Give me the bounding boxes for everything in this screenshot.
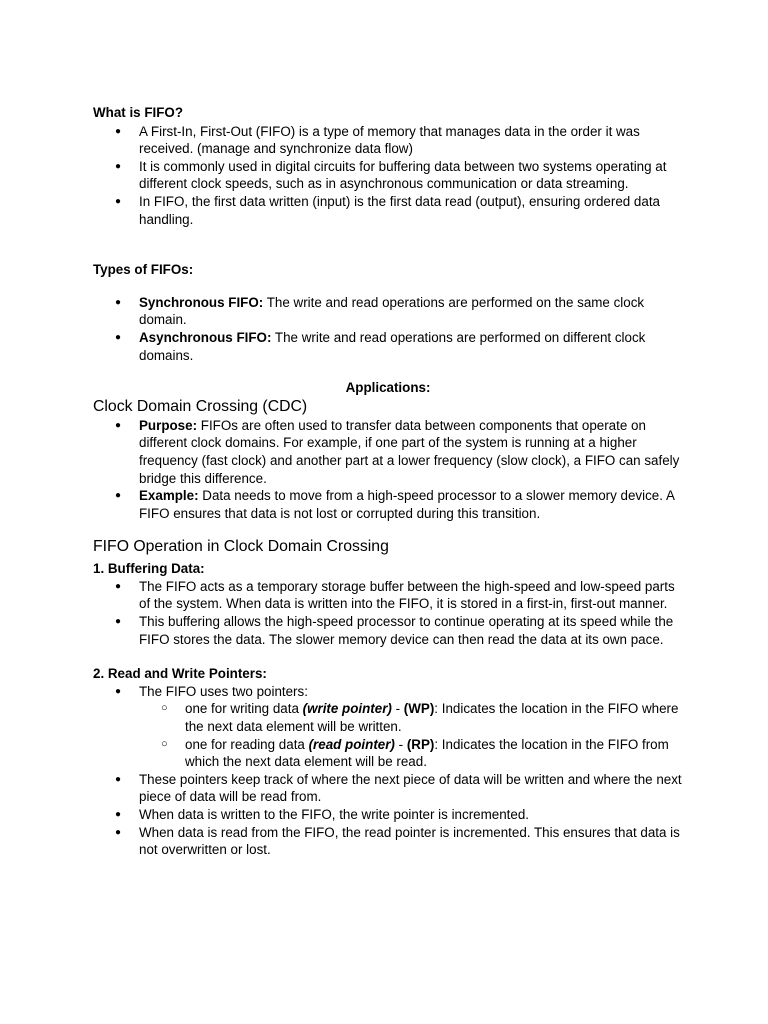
definition: The write and read operations are performed on different clock domains.	[139, 329, 646, 363]
list-item: ● These pointers keep track of where the next piece of data will be written and where the next piece of data will be read from.	[93, 771, 683, 806]
pointers-sublist	[139, 700, 683, 770]
text: one for writing data	[185, 701, 303, 717]
list-item	[93, 683, 683, 771]
term: Example:	[139, 488, 199, 504]
list-item: ● This buffering allows the high-speed processor to continue operating at its speed while the FIFO stores the data. The slower memory device can then read the data at its own pace.	[93, 613, 683, 648]
text: : Indicates the location in the FIFO from which the next data element will be read.	[185, 736, 669, 770]
cdc-list	[93, 417, 683, 523]
emphasis: (write pointer)	[302, 701, 392, 717]
list-item: ● When data is read from the FIFO, the read pointer is incremented. This ensures that data is not overwritten or lost.	[93, 824, 683, 859]
term: Purpose:	[139, 417, 198, 433]
abbreviation: (WP)	[403, 701, 435, 717]
definition: The write and read operations are performed on the same clock domain.	[139, 294, 645, 328]
sub-list-item	[139, 736, 683, 771]
definition: FIFOs are often used to transfer data between components that operate on different clock domains. For example, if one part of the system is running at a higher frequency (fast clock) and another part at a lower frequency (slow clock), a FIFO can safely bridge this difference.	[139, 417, 680, 486]
term: Asynchronous FIFO:	[139, 329, 272, 345]
list-item: ● It is commonly used in digital circuits for buffering data between two systems operating at different clock speeds, such as in asynchronous communication or data streaming.	[93, 158, 683, 193]
text: : Indicates the location in the FIFO where the next data element will be written.	[185, 701, 679, 735]
pointers-intro: The FIFO uses two pointers:	[139, 683, 308, 699]
text: -	[391, 701, 404, 717]
term: Synchronous FIFO:	[139, 294, 264, 310]
emphasis: (read pointer)	[308, 736, 395, 752]
pointers-heading: 2. Read and Write Pointers:	[93, 666, 267, 682]
operation-heading: FIFO Operation in Clock Domain Crossing	[93, 538, 389, 556]
list-item: ● The FIFO acts as a temporary storage buffer between the high-speed and low-speed parts of the system. When data is written into the FIFO, it is stored in a first-in, first-out manner.	[93, 578, 683, 613]
document-page	[93, 104, 683, 859]
sub-list-item	[139, 700, 683, 735]
list-item	[93, 487, 683, 522]
cdc-heading: Clock Domain Crossing (CDC)	[93, 397, 308, 415]
what-is-fifo-heading: What is FIFO?	[93, 105, 184, 120]
buffering-list	[93, 578, 683, 648]
pointers-list	[93, 683, 683, 859]
list-item	[93, 329, 683, 364]
what-is-fifo-list	[93, 123, 683, 229]
text: -	[394, 736, 407, 752]
types-heading: Types of FIFOs:	[93, 262, 194, 278]
list-item	[93, 417, 683, 487]
list-item: ● A First-In, First-Out (FIFO) is a type of memory that manages data in the order it was received. (manage and synchronize data flow)	[93, 123, 683, 158]
buffering-heading: 1. Buffering Data:	[93, 561, 205, 577]
definition: Data needs to move from a high-speed processor to a slower memory device. A FIFO ensures that data is not lost or corrupted during this transition.	[139, 488, 675, 521]
list-item	[93, 294, 683, 329]
applications-heading: Applications:	[345, 380, 431, 396]
list-item: ● When data is written to the FIFO, the write pointer is incremented.	[93, 806, 683, 824]
types-list	[93, 294, 683, 364]
list-item: ● In FIFO, the first data written (input) is the first data read (output), ensuring ordered data handling.	[93, 193, 683, 228]
abbreviation: (RP)	[406, 736, 435, 752]
text: one for reading data	[185, 736, 309, 752]
